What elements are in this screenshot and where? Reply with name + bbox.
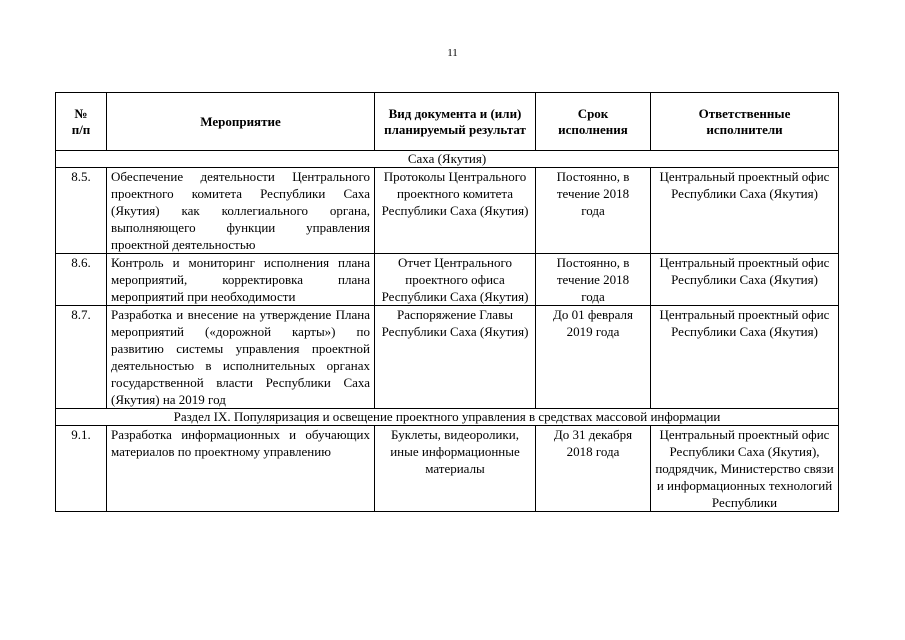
- table-row: [56, 254, 839, 306]
- header-doc: Вид документа и (или) планируемый результат: [375, 93, 536, 151]
- row-event: Обеспечение деятельности Центрального проектного комитета Республики Саха (Якутия) как коллегиального органа, выполняющего функции управления проектной деятельностью: [107, 168, 375, 254]
- row-number: 8.7.: [56, 306, 107, 409]
- page-number: 11: [447, 47, 458, 59]
- row-responsible: Центральный проектный офис Республики Саха (Якутия): [651, 306, 839, 409]
- row-responsible: Центральный проектный офис Республики Саха (Якутия): [651, 254, 839, 306]
- row-deadline: Постоянно, в течение 2018 года: [536, 254, 651, 306]
- section-title: Раздел IX. Популяризация и освещение проектного управления в средствах массовой информации: [56, 409, 839, 426]
- continuation-cell: Саха (Якутия): [56, 151, 839, 168]
- row-responsible: Центральный проектный офис Республики Саха (Якутия), подрядчик, Министерство связи и информационных технологий Республики: [651, 426, 839, 512]
- header-num: № п/п: [56, 93, 107, 151]
- row-event: Контроль и мониторинг исполнения плана мероприятий, корректировка плана мероприятий при необходимости: [107, 254, 375, 306]
- row-responsible: Центральный проектный офис Республики Саха (Якутия): [651, 168, 839, 254]
- row-deadline: До 31 декабря 2018 года: [536, 426, 651, 512]
- row-event: Разработка и внесение на утверждение Плана мероприятий («дорожной карты») по развитию системы управления проектной деятельностью в исполнительных органах государственной власти Республики Саха (Якутия) на 2019 год: [107, 306, 375, 409]
- table-row: [56, 168, 839, 254]
- header-event: Мероприятие: [107, 93, 375, 151]
- row-deadline: Постоянно, в течение 2018 года: [536, 168, 651, 254]
- header-deadline: Срок исполнения: [536, 93, 651, 151]
- row-doc: Протоколы Центрального проектного комитета Республики Саха (Якутия): [375, 168, 536, 254]
- row-event: Разработка информационных и обучающих материалов по проектному управлению: [107, 426, 375, 512]
- row-doc: Отчет Центрального проектного офиса Республики Саха (Якутия): [375, 254, 536, 306]
- continuation-row: [56, 151, 839, 168]
- section-header-row: [56, 409, 839, 426]
- plan-table: [55, 92, 839, 512]
- row-doc: Распоряжение Главы Республики Саха (Якутия): [375, 306, 536, 409]
- header-row: [56, 93, 839, 151]
- table-row: [56, 426, 839, 512]
- row-deadline: До 01 февраля 2019 года: [536, 306, 651, 409]
- row-number: 9.1.: [56, 426, 107, 512]
- header-responsible: Ответственные исполнители: [651, 93, 839, 151]
- row-doc: Буклеты, видеоролики, иные информационные материалы: [375, 426, 536, 512]
- row-number: 8.6.: [56, 254, 107, 306]
- row-number: 8.5.: [56, 168, 107, 254]
- table-row: [56, 306, 839, 409]
